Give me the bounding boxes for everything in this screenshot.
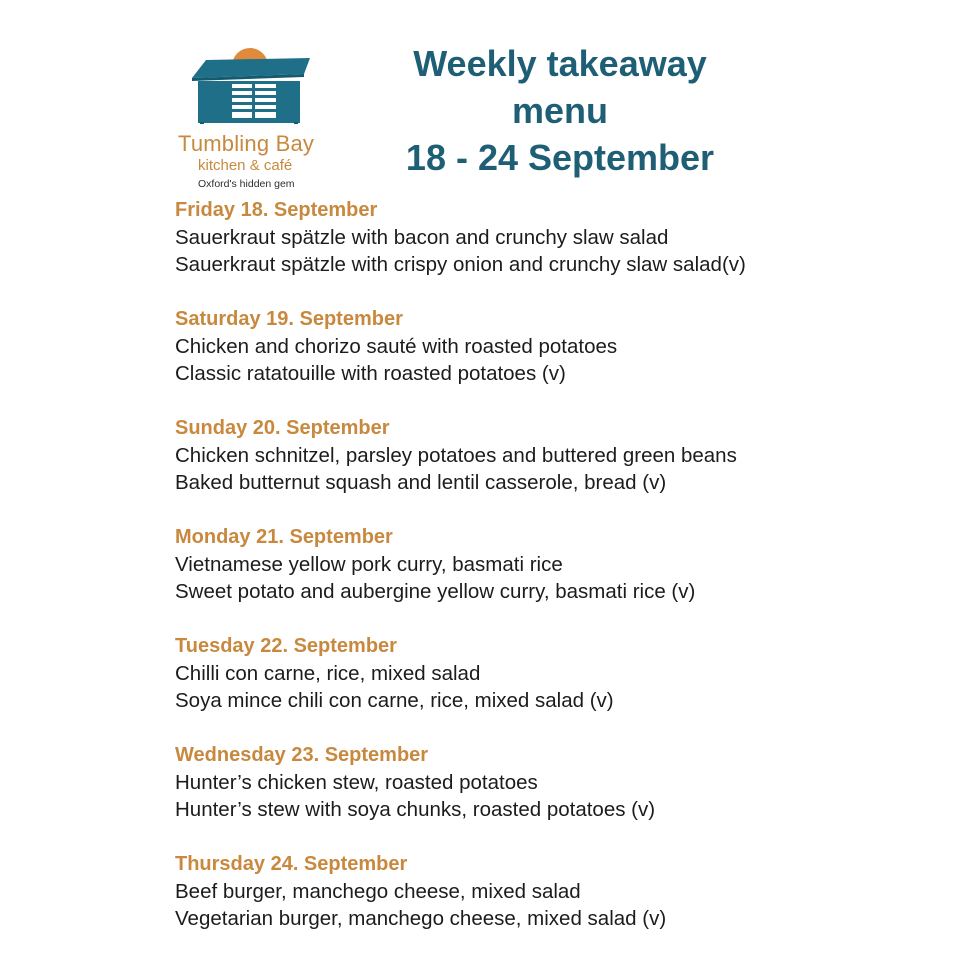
dish-item: Hunter’s chicken stew, roasted potatoes bbox=[175, 771, 538, 794]
dish-item-vegetarian: Soya mince chili con carne, rice, mixed salad (v) bbox=[175, 689, 614, 712]
day-heading: Sunday 20. September bbox=[175, 417, 390, 439]
logo-tagline: Oxford's hidden gem bbox=[198, 178, 295, 190]
beach-hut-logo-icon bbox=[192, 44, 312, 124]
day-entry-wednesday bbox=[175, 742, 935, 851]
day-entry-thursday bbox=[175, 851, 935, 960]
dish-item-vegetarian: Sweet potato and aubergine yellow curry, basmati rice (v) bbox=[175, 580, 696, 603]
dish-item: Sauerkraut spätzle with bacon and crunchy slaw salad bbox=[175, 226, 669, 249]
day-entry-tuesday bbox=[175, 633, 935, 742]
day-entry-saturday bbox=[175, 306, 935, 415]
dish-item-vegetarian: Classic ratatouille with roasted potatoes (v) bbox=[175, 362, 566, 385]
dish-item-vegetarian: Sauerkraut spätzle with crispy onion and crunchy slaw salad(v) bbox=[175, 253, 746, 276]
day-heading: Thursday 24. September bbox=[175, 853, 408, 875]
brand-logo bbox=[170, 40, 340, 195]
day-entry-friday bbox=[175, 197, 935, 306]
logo-name: Tumbling Bay bbox=[178, 131, 315, 156]
day-heading: Tuesday 22. September bbox=[175, 635, 397, 657]
dish-item: Chilli con carne, rice, mixed salad bbox=[175, 662, 481, 685]
menu-list bbox=[175, 197, 935, 960]
day-entry-sunday bbox=[175, 415, 935, 524]
day-heading: Saturday 19. September bbox=[175, 308, 403, 330]
page-title bbox=[390, 40, 730, 181]
title-line-2: menu bbox=[511, 90, 608, 131]
title-line-1: Weekly takeaway bbox=[413, 43, 707, 84]
day-heading: Monday 21. September bbox=[175, 526, 393, 548]
dish-item: Chicken schnitzel, parsley potatoes and buttered green beans bbox=[175, 444, 737, 467]
day-heading: Wednesday 23. September bbox=[175, 744, 429, 766]
day-heading: Friday 18. September bbox=[175, 199, 378, 221]
day-entry-monday bbox=[175, 524, 935, 633]
dish-item-vegetarian: Hunter’s stew with soya chunks, roasted potatoes (v) bbox=[175, 798, 656, 821]
dish-item: Vietnamese yellow pork curry, basmati rice bbox=[175, 553, 563, 576]
logo-subtitle: kitchen & café bbox=[198, 157, 293, 174]
dish-item-vegetarian: Vegetarian burger, manchego cheese, mixed salad (v) bbox=[175, 907, 667, 930]
title-line-3: 18 - 24 September bbox=[405, 137, 715, 178]
dish-item-vegetarian: Baked butternut squash and lentil casserole, bread (v) bbox=[175, 471, 667, 494]
dish-item: Chicken and chorizo sauté with roasted potatoes bbox=[175, 335, 618, 358]
dish-item: Beef burger, manchego cheese, mixed salad bbox=[175, 880, 581, 903]
